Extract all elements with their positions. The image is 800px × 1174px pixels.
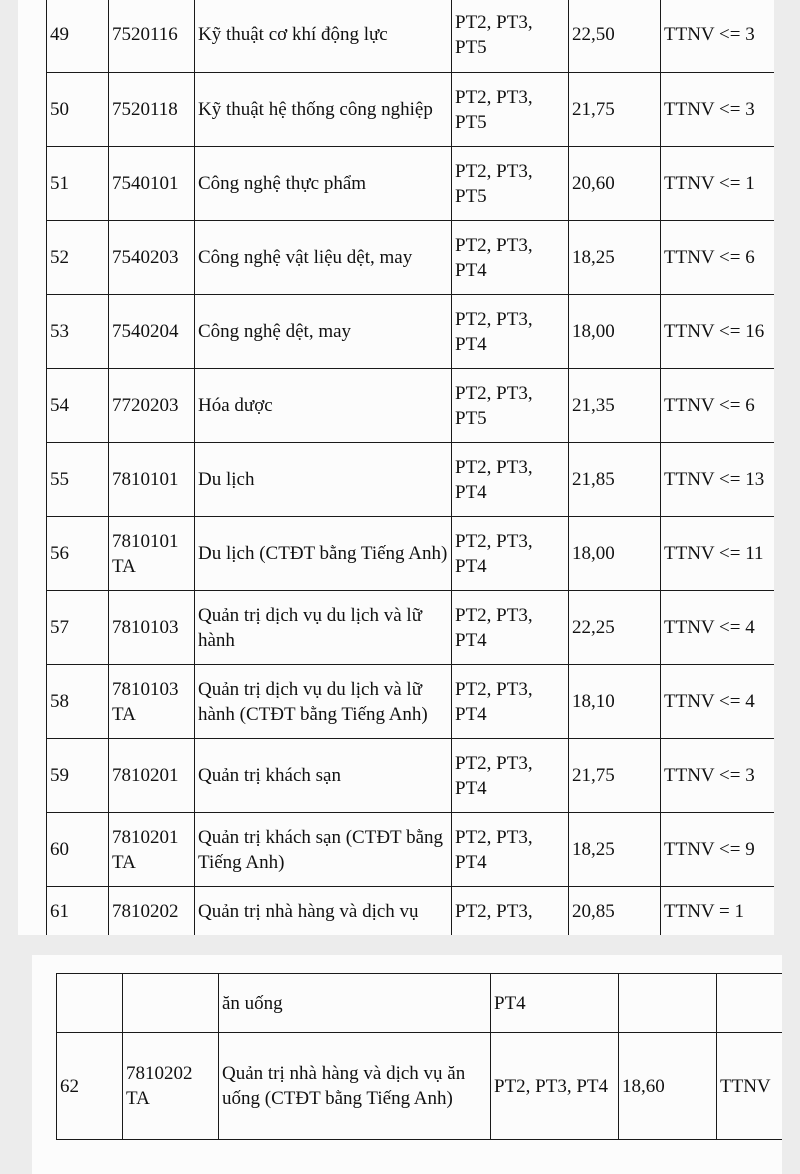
score-cell: 18,10 <box>569 665 661 739</box>
ttnv-cell: TTNV <= 6 <box>661 221 775 295</box>
method-cell: PT2, PT3, PT4 <box>452 517 569 591</box>
stt-cell: 50 <box>47 73 109 147</box>
score-cell: 18,60 <box>619 1033 717 1140</box>
table-row <box>47 591 775 665</box>
major-name-cell: Công nghệ thực phẩm <box>195 147 452 221</box>
method-cell: PT2, PT3, PT5 <box>452 0 569 73</box>
table-row <box>47 813 775 887</box>
method-cell: PT2, PT3, PT4 <box>452 221 569 295</box>
score-cell: 21,35 <box>569 369 661 443</box>
score-cell: 18,00 <box>569 295 661 369</box>
ttnv-cell: TTNV <= 4 <box>661 665 775 739</box>
stt-cell <box>57 974 123 1033</box>
stt-cell: 60 <box>47 813 109 887</box>
method-cell: PT2, PT3, PT5 <box>452 73 569 147</box>
method-cell: PT2, PT3, PT5 <box>452 147 569 221</box>
page-fragment-bottom <box>32 955 782 1174</box>
code-cell: 7810101 <box>109 443 195 517</box>
ttnv-cell: TTNV <= 3 <box>661 739 775 813</box>
code-cell: 7810101 TA <box>109 517 195 591</box>
stt-cell: 59 <box>47 739 109 813</box>
score-cell: 20,60 <box>569 147 661 221</box>
stt-cell: 55 <box>47 443 109 517</box>
code-cell: 7810202 <box>109 887 195 936</box>
method-cell: PT2, PT3, PT4 <box>452 295 569 369</box>
admission-table-top <box>46 0 774 935</box>
method-cell: PT2, PT3, PT4 <box>452 665 569 739</box>
ttnv-cell: TTNV = 1 <box>661 887 775 936</box>
major-name-cell: Kỹ thuật hệ thống công nghiệp <box>195 73 452 147</box>
table-row <box>57 974 783 1033</box>
major-name-cell: Quản trị khách sạn (CTĐT bằng Tiếng Anh) <box>195 813 452 887</box>
table-row <box>47 73 775 147</box>
ttnv-cell: TTNV <= 11 <box>661 517 775 591</box>
stt-cell: 51 <box>47 147 109 221</box>
table-row <box>47 887 775 936</box>
score-cell: 22,25 <box>569 591 661 665</box>
score-cell <box>619 974 717 1033</box>
major-name-cell: Công nghệ dệt, may <box>195 295 452 369</box>
method-cell: PT2, PT3, PT4 <box>452 443 569 517</box>
stt-cell: 52 <box>47 221 109 295</box>
score-cell: 20,85 <box>569 887 661 936</box>
major-name-cell: Quản trị khách sạn <box>195 739 452 813</box>
method-cell: PT4 <box>491 974 619 1033</box>
score-cell: 18,00 <box>569 517 661 591</box>
ttnv-cell: TTNV <= 16 <box>661 295 775 369</box>
ttnv-cell: TTNV <= 9 <box>661 813 775 887</box>
score-cell: 21,75 <box>569 73 661 147</box>
table-row <box>47 0 775 73</box>
major-name-cell: Du lịch (CTĐT bằng Tiếng Anh) <box>195 517 452 591</box>
table-row <box>57 1033 783 1140</box>
method-cell: PT2, PT3, <box>452 887 569 936</box>
ttnv-cell: TTNV <= 3 <box>661 0 775 73</box>
code-cell: 7520118 <box>109 73 195 147</box>
major-name-cell: Quản trị nhà hàng và dịch vụ ăn uống (CTĐT bằng Tiếng Anh) <box>219 1033 491 1140</box>
stt-cell: 54 <box>47 369 109 443</box>
major-name-cell: Quản trị dịch vụ du lịch và lữ hành (CTĐT bằng Tiếng Anh) <box>195 665 452 739</box>
code-cell: 7540203 <box>109 221 195 295</box>
table-row <box>47 665 775 739</box>
score-cell: 22,50 <box>569 0 661 73</box>
code-cell: 7810103 TA <box>109 665 195 739</box>
method-cell: PT2, PT3, PT4 <box>491 1033 619 1140</box>
method-cell: PT2, PT3, PT5 <box>452 369 569 443</box>
method-cell: PT2, PT3, PT4 <box>452 739 569 813</box>
code-cell: 7810201 <box>109 739 195 813</box>
ttnv-cell: TTNV <= 1 <box>661 147 775 221</box>
method-cell: PT2, PT3, PT4 <box>452 591 569 665</box>
major-name-cell: ăn uống <box>219 974 491 1033</box>
major-name-cell: Hóa dược <box>195 369 452 443</box>
ttnv-cell: TTNV <box>717 1033 783 1140</box>
code-cell: 7520116 <box>109 0 195 73</box>
ttnv-cell: TTNV <= 3 <box>661 73 775 147</box>
method-cell: PT2, PT3, PT4 <box>452 813 569 887</box>
table-row <box>47 517 775 591</box>
code-cell: 7540101 <box>109 147 195 221</box>
major-name-cell: Công nghệ vật liệu dệt, may <box>195 221 452 295</box>
code-cell: 7720203 <box>109 369 195 443</box>
stt-cell: 61 <box>47 887 109 936</box>
stt-cell: 62 <box>57 1033 123 1140</box>
table-row <box>47 443 775 517</box>
major-name-cell: Quản trị dịch vụ du lịch và lữ hành <box>195 591 452 665</box>
table-row <box>47 739 775 813</box>
stt-cell: 56 <box>47 517 109 591</box>
stt-cell: 53 <box>47 295 109 369</box>
code-cell: 7810202 TA <box>123 1033 219 1140</box>
stt-cell: 57 <box>47 591 109 665</box>
score-cell: 18,25 <box>569 221 661 295</box>
major-name-cell: Kỹ thuật cơ khí động lực <box>195 0 452 73</box>
table-row <box>47 147 775 221</box>
stt-cell: 49 <box>47 0 109 73</box>
code-cell: 7810201 TA <box>109 813 195 887</box>
code-cell: 7540204 <box>109 295 195 369</box>
score-cell: 21,85 <box>569 443 661 517</box>
code-cell <box>123 974 219 1033</box>
ttnv-cell: TTNV <= 4 <box>661 591 775 665</box>
ttnv-cell <box>717 974 783 1033</box>
table-row <box>47 295 775 369</box>
table-row <box>47 221 775 295</box>
stt-cell: 58 <box>47 665 109 739</box>
score-cell: 18,25 <box>569 813 661 887</box>
page-fragment-top <box>18 0 774 935</box>
major-name-cell: Du lịch <box>195 443 452 517</box>
code-cell: 7810103 <box>109 591 195 665</box>
ttnv-cell: TTNV <= 6 <box>661 369 775 443</box>
admission-table-bottom <box>56 973 782 1140</box>
score-cell: 21,75 <box>569 739 661 813</box>
table-row <box>47 369 775 443</box>
major-name-cell: Quản trị nhà hàng và dịch vụ <box>195 887 452 936</box>
ttnv-cell: TTNV <= 13 <box>661 443 775 517</box>
